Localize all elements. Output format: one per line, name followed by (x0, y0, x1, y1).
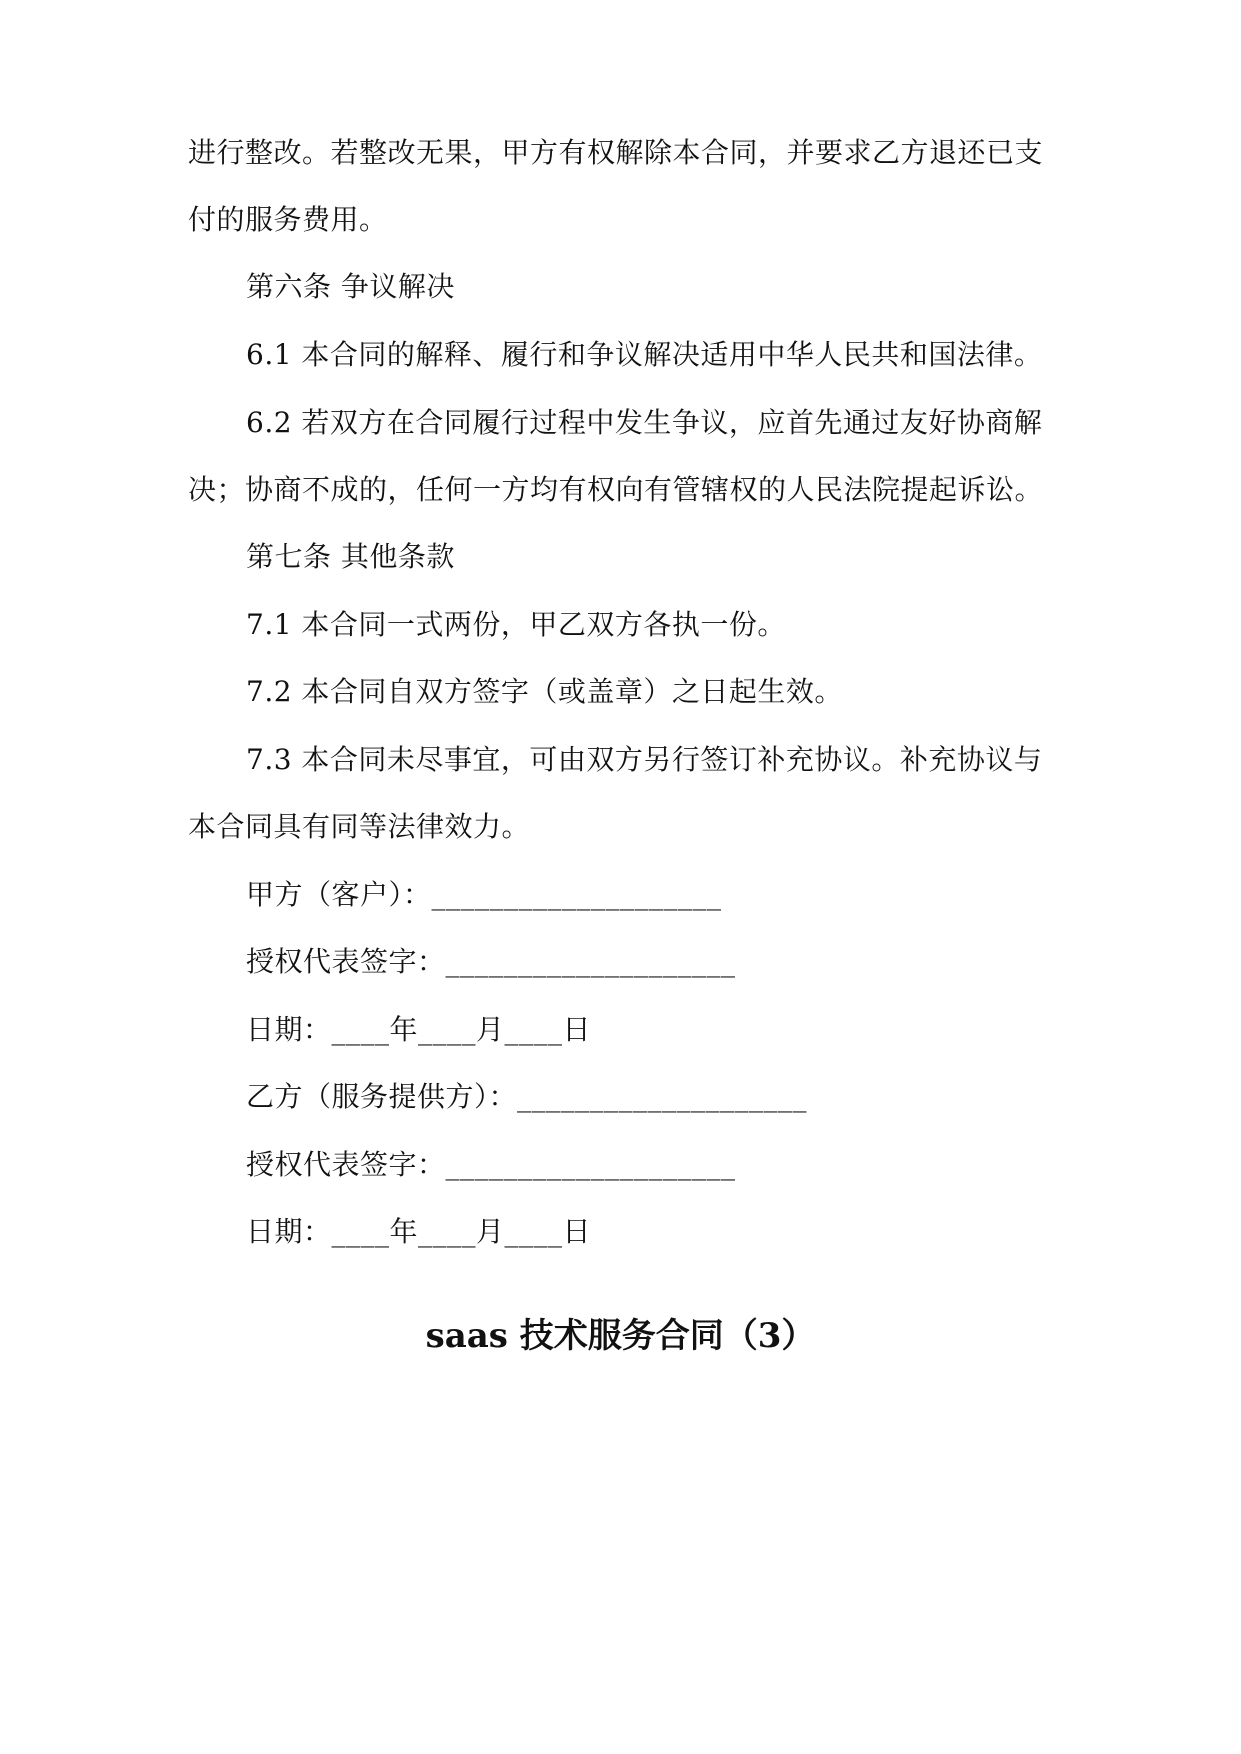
clause-7-3-line-1: 7.3 本合同未尽事宜，可由双方另行签订补充协议。补充协议与 (246, 743, 1043, 776)
paragraph-5-continuation-line-2: 付的服务费用。 (188, 203, 388, 236)
clause-7-2: 7.2 本合同自双方签字（或盖章）之日起生效。 (246, 675, 843, 708)
next-contract-title: saas 技术服务合同（3） (425, 1316, 816, 1356)
paragraph-5-continuation-line-1: 进行整改。若整改无果，甲方有权解除本合同，并要求乙方退还已支 (188, 136, 1044, 169)
party-a-signature-line: 甲方（客户）：____________________ (246, 878, 722, 911)
party-b-date-line: 日期：____年____月____日 (246, 1215, 592, 1248)
clause-6-2-line-2: 决；协商不成的，任何一方均有权向有管辖权的人民法院提起诉讼。 (188, 473, 1044, 506)
clause-6-2-line-1: 6.2 若双方在合同履行过程中发生争议，应首先通过友好协商解 (246, 406, 1043, 439)
article-6-heading: 第六条 争议解决 (246, 270, 455, 303)
party-b-signature-line: 乙方（服务提供方）：____________________ (246, 1080, 808, 1113)
party-a-date-line: 日期：____年____月____日 (246, 1013, 592, 1046)
article-7-heading: 第七条 其他条款 (246, 540, 455, 573)
clause-6-1: 6.1 本合同的解释、履行和争议解决适用中华人民共和国法律。 (246, 338, 1043, 371)
clause-7-1: 7.1 本合同一式两份，甲乙双方各执一份。 (246, 608, 786, 641)
party-b-representative-line: 授权代表签字：____________________ (246, 1148, 736, 1181)
clause-7-3-line-2: 本合同具有同等法律效力。 (188, 810, 531, 843)
party-a-representative-line: 授权代表签字：____________________ (246, 945, 736, 978)
